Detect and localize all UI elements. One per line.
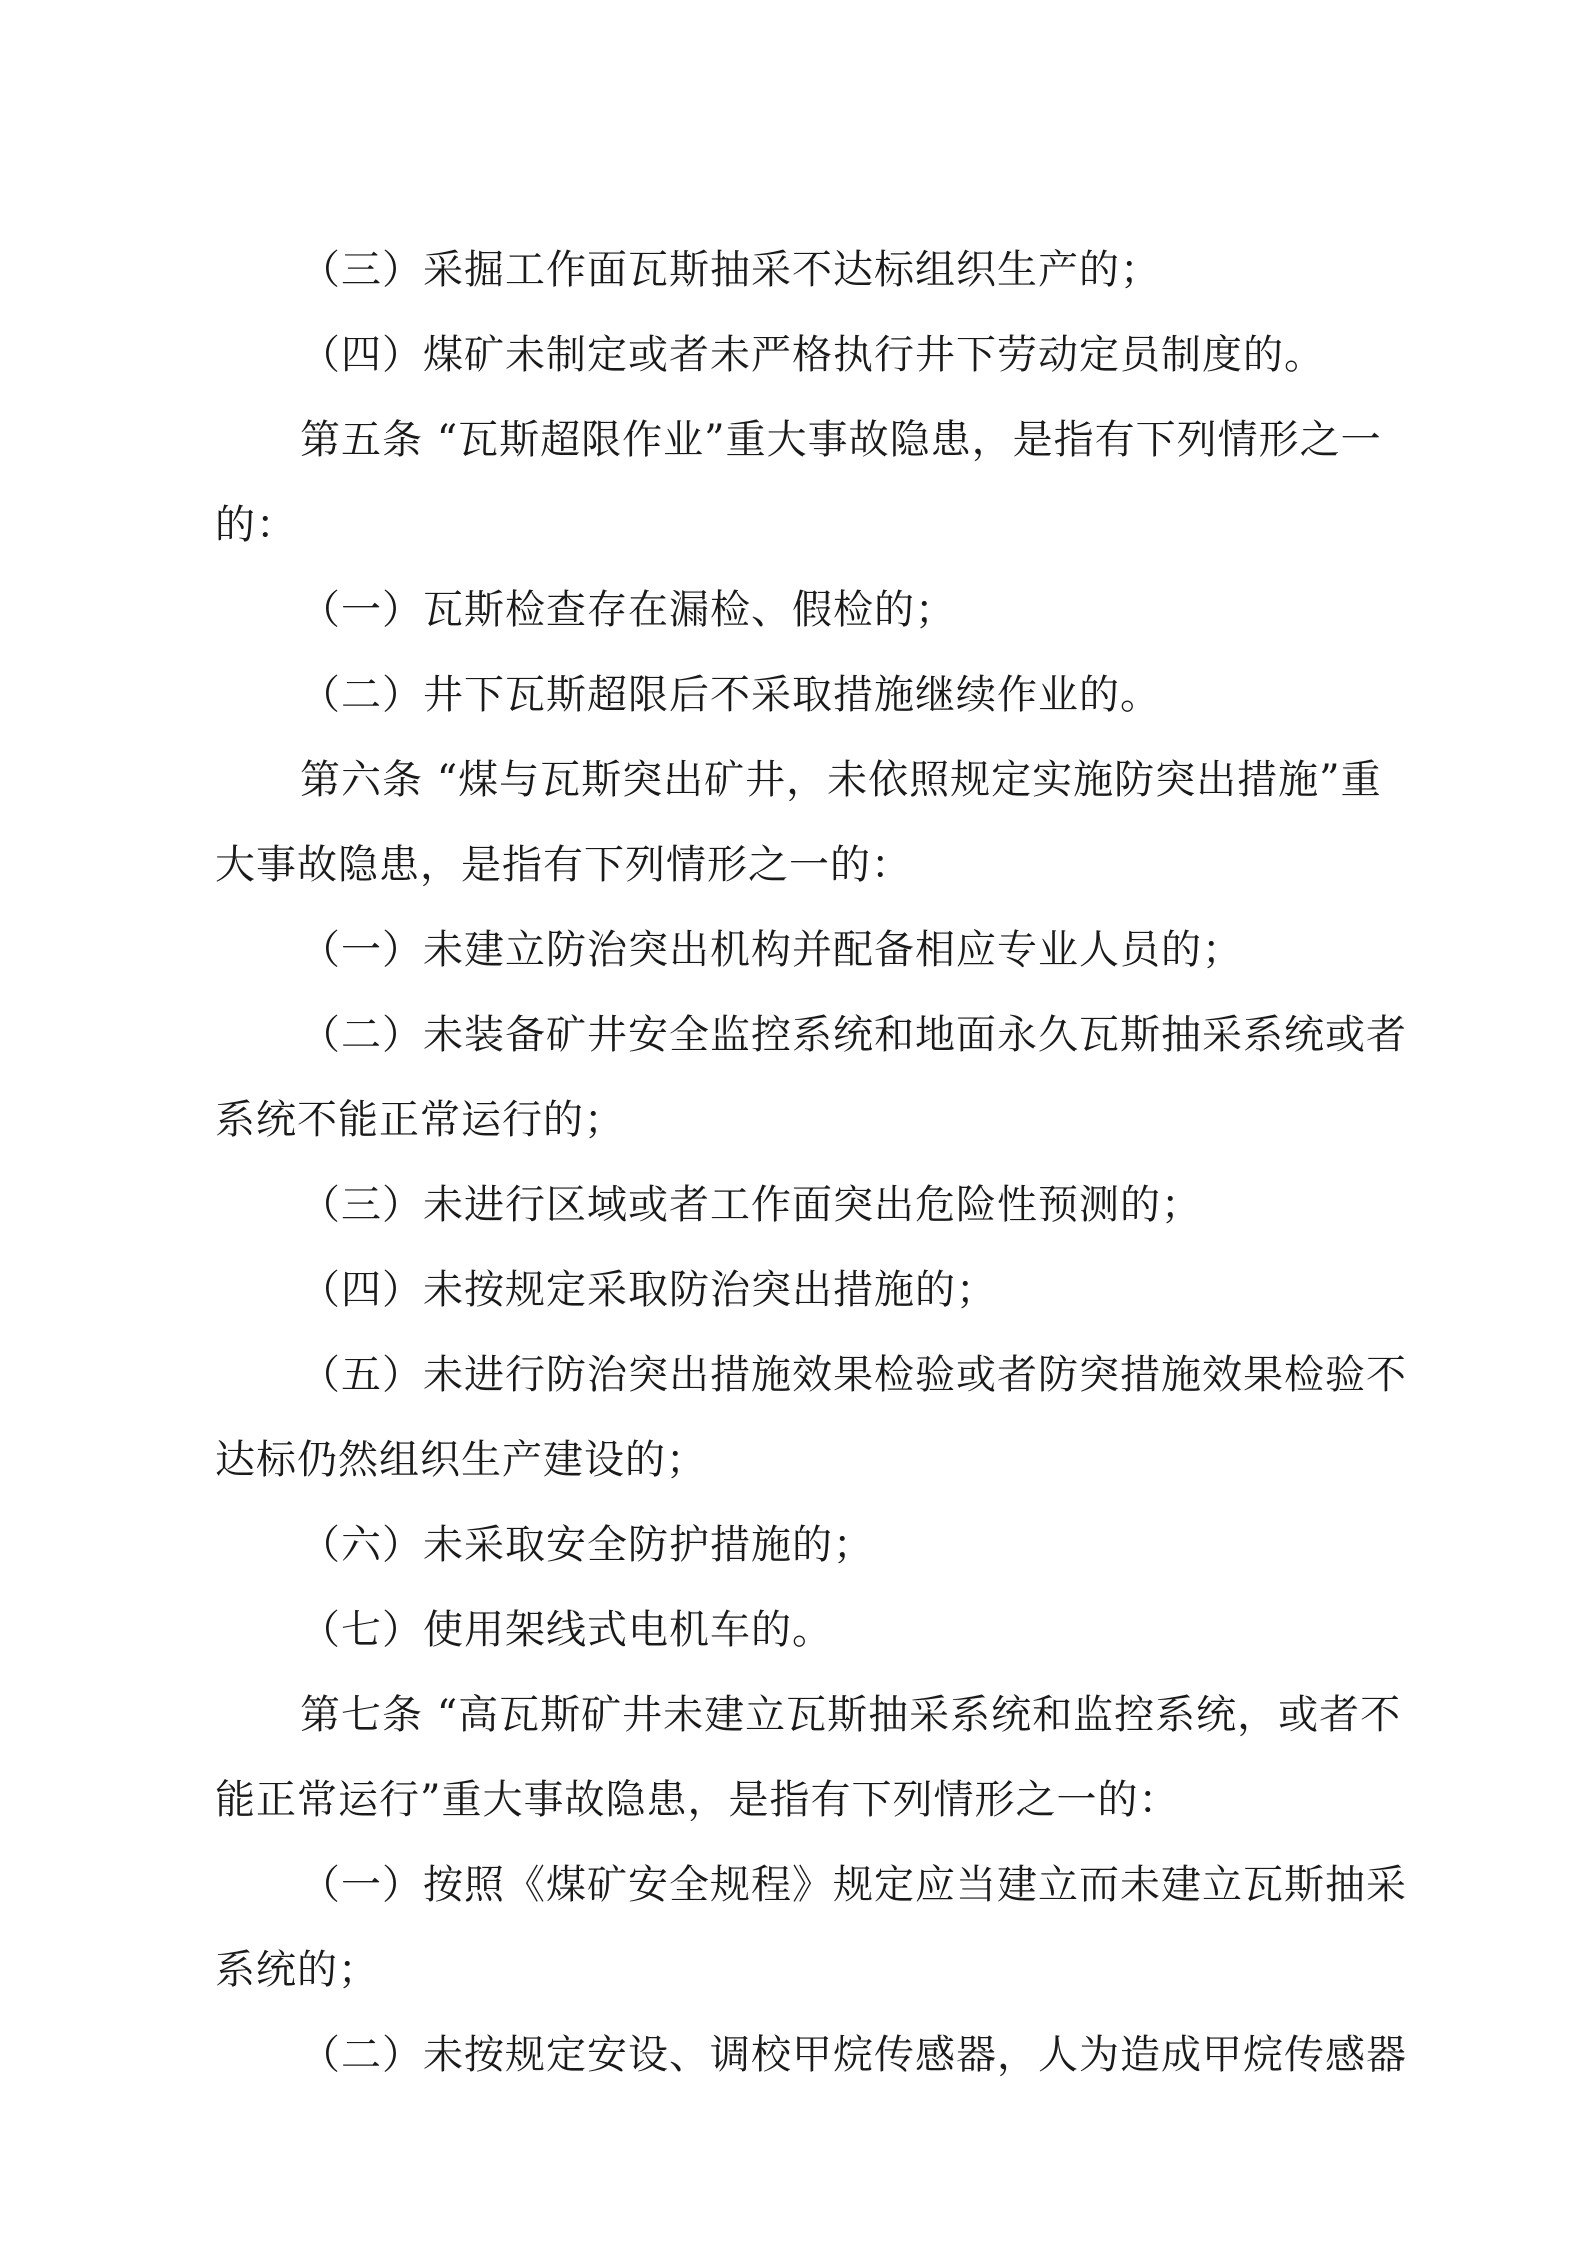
paragraph-line: （一）按照《煤矿安全规程》规定应当建立而未建立瓦斯抽采 xyxy=(300,1862,1407,1908)
article-heading-line: 第六条 “煤与瓦斯突出矿井，未依照规定实施防突出措施”重 xyxy=(300,757,1382,803)
paragraph-line: （七）使用架线式电机车的。 xyxy=(300,1607,833,1653)
paragraph-line: 达标仍然组织生产建设的； xyxy=(215,1437,707,1483)
article-heading-line: 第五条 “瓦斯超限作业”重大事故隐患，是指有下列情形之一 xyxy=(300,417,1382,463)
paragraph-line: （三）采掘工作面瓦斯抽采不达标组织生产的； xyxy=(300,247,1161,293)
paragraph-line: （一）未建立防治突出机构并配备相应专业人员的； xyxy=(300,927,1243,973)
paragraph-line: （一）瓦斯检查存在漏检、假检的； xyxy=(300,587,956,633)
paragraph-line: 系统的； xyxy=(215,1947,379,1993)
paragraph-line: （二）未按规定安设、调校甲烷传感器，人为造成甲烷传感器 xyxy=(300,2032,1407,2078)
article-heading-line: 第七条 “高瓦斯矿井未建立瓦斯抽采系统和监控系统，或者不 xyxy=(300,1692,1402,1738)
paragraph-line: （二）井下瓦斯超限后不采取措施继续作业的。 xyxy=(300,672,1161,718)
paragraph-line: （二）未装备矿井安全监控系统和地面永久瓦斯抽采系统或者 xyxy=(300,1012,1407,1058)
paragraph-line: 的： xyxy=(215,502,297,548)
paragraph-line: 能正常运行”重大事故隐患，是指有下列情形之一的： xyxy=(215,1777,1180,1823)
paragraph-line: （三）未进行区域或者工作面突出危险性预测的； xyxy=(300,1182,1202,1228)
paragraph-line: 大事故隐患，是指有下列情形之一的： xyxy=(215,842,912,888)
paragraph-line: （四）煤矿未制定或者未严格执行井下劳动定员制度的。 xyxy=(300,332,1325,378)
paragraph-line: （五）未进行防治突出措施效果检验或者防突措施效果检验不 xyxy=(300,1352,1407,1398)
paragraph-line: （四）未按规定采取防治突出措施的； xyxy=(300,1267,997,1313)
paragraph-line: （六）未采取安全防护措施的； xyxy=(300,1522,874,1568)
paragraph-line: 系统不能正常运行的； xyxy=(215,1097,625,1143)
